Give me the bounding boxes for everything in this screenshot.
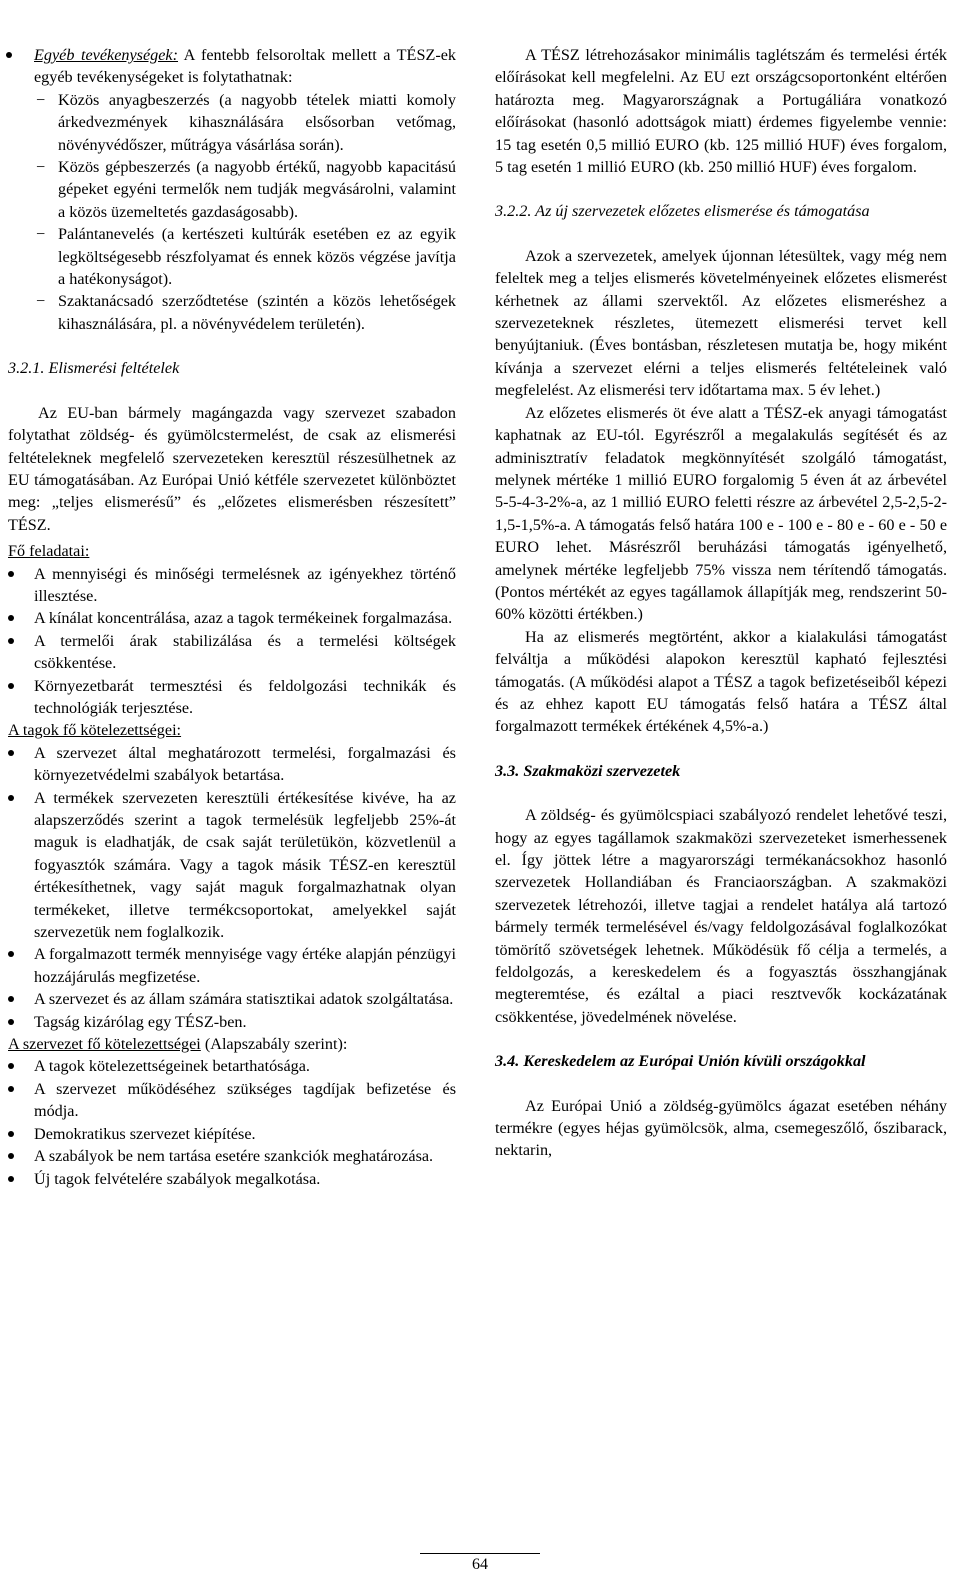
section-heading-322: 3.2.2. Az új szervezetek előzetes elismerése és támogatása	[495, 202, 870, 221]
list-item: A szervezet által meghatározott termelési, forgalmazási és környezetvédelmi szabályok betartása.	[34, 743, 456, 785]
paragraph-minimum-requirements: A TÉSZ létrehozásakor minimális taglétszám és termelési érték előírásokat kell megfelelni. Az EU ezt országcsoportonként eltérően határozta meg. Magyarországnak a Portugáliára vonatkozó előírásokat (hasonló adottságok miatt) érdemes figyelembe vennie: 15 tag esetén 0,5 millió EURO (kb. 125 millió HUF) éves forgalom, 5 tag esetén 1 millió EURO (kb. 250 millió HUF) éves forgalom.	[495, 46, 947, 177]
paragraph-trade: Az Európai Unió a zöldség-gyümölcs ágazat esetében néhány termékre (egyes héjas gyümölcsök, alma, csemegeszőlő, őszibarack, nektarin,	[495, 1096, 947, 1160]
section-heading-33: 3.3. Szakmaközi szervezetek	[495, 761, 681, 780]
paragraph-operating-funds: Ha az elismerés megtörtént, akkor a kialakulási támogatást felváltja a működési alapokon keresztül kapható fejlesztési támogatás. (A működési alapot a TÉSZ a tagok befizetéseiből képezi és az ehhez kapott EU támogatás felső határa a TÉSZ által forgalmazott termékek értékének 4,5%-a.)	[495, 627, 947, 736]
list-item: A szervezet működéséhez szükséges tagdíjak befizetése és módja.	[34, 1079, 456, 1121]
org-obligations-heading: A szervezet fő kötelezettségei (Alapszabály szerint):	[8, 1035, 348, 1054]
member-obligations-list	[8, 742, 456, 1033]
list-item: A tagok kötelezettségeinek betarthatósága.	[34, 1057, 310, 1076]
list-item: Tagság kizárólag egy TÉSZ-ben.	[34, 1012, 247, 1031]
right-column	[495, 44, 947, 1162]
dash-icon: −	[36, 225, 46, 244]
list-item: A mennyiségi és minőségi termelésnek az igényekhez történő illesztése.	[34, 564, 456, 605]
intro-paragraph	[8, 44, 456, 89]
list-item: Demokratikus szervezet kiépítése.	[34, 1124, 256, 1143]
dash-icon: −	[36, 158, 46, 177]
dash-item: − Palántanevelés (a kertészeti kultúrák esetében ez az egyik legköltségesebb részfolyamat és ennek közös végzése javítja a hatékonyságot).	[36, 225, 456, 289]
list-item: A termelői árak stabilizálása és a termelési költségek csökkentése.	[34, 631, 456, 673]
paragraph-support: Az előzetes elismerés öt éve alatt a TÉSZ-ek anyagi támogatást kaphatnak az EU-tól. Egyrészről a megalakulás segítését és az adminisztratív feladatok megkönnyítését szolgáló támogatást, melynek mértéke 1 millió EURO forgalomig 5 éven át az árbevétel 5-5-4-3-2%-a, az 1 millió EURO feletti részre az árbevétel 2,5-2,5-2-1,5-1,5%-a. A támogatás felső határa 100 e - 100 e - 80 e - 60 e - 50 e EURO lehet. Másrészről beruházási támogatás igényelhető, amelynek mértéke legfeljebb 75% vissza nem térítendő támogatás. (Pontos mértékét az egyes tagállamok állapítják meg, rendszerint 50-60% közötti értékben.)	[495, 403, 947, 624]
list-item: A szabályok be nem tartása esetére szankciók meghatározása.	[34, 1147, 434, 1166]
dash-item: − Közös gépbeszerzés (a nagyobb értékű, nagyobb kapacitású gépeket egyéni termelők nem tudják megvásárolni, valamint a közös üzemeltetés gazdaságosabb).	[36, 158, 456, 221]
intro-text: A fentebb felsoroltak mellett a TÉSZ-ek egyéb tevékenységeket is folytathatnak:	[34, 46, 457, 87]
dash-icon: −	[36, 292, 46, 311]
main-tasks-heading: Fő feladatai:	[8, 542, 90, 561]
dash-list	[8, 89, 456, 335]
section-paragraph: Az EU-ban bármely magángazda vagy szervezet szabadon folytathat zöldség- és gyümölcstermelést, de csak az elismerési feltételeknek megfelelő szervezeteken keresztül részesülhetnek az EU támogatásában. Az Európai Unió kétféle szervezetet különböztet meg: „teljes elismerésű” és „előzetes elismerésben részesített” TÉSZ.	[8, 403, 456, 534]
list-item: A termékek szervezeten keresztüli értékesítése kivéve, ha az alapszerződés szerint a tagok termelésük legfeljebb 25%-át maguk is eladhatják, de csak saját területükön, közvetlenül a fogyasztók számára. Vagy a tagok másik TÉSZ-en keresztül értékesíthetnek, vagy saját maguk forgalmazhatnak olyan termékeket, illetve termékcsoportokat, amelyekkel saját szervezetük nem foglalkozik.	[34, 788, 456, 942]
member-obligations-heading: A tagok fő kötelezettségei:	[8, 721, 182, 740]
dash-icon: −	[36, 90, 46, 109]
page-number: 64	[472, 1556, 488, 1573]
main-tasks-list	[8, 563, 456, 720]
footer-divider	[420, 1553, 540, 1554]
list-item: A szervezet és az állam számára statisztikai adatok szolgáltatása.	[34, 990, 454, 1009]
list-item: Új tagok felvételére szabályok megalkotása.	[34, 1169, 321, 1188]
dash-item: − Közös anyagbeszerzés (a nagyobb tételek miatti komoly árkedvezmények kihasználására elsősorban vetőmag, növényvédőszer, műtrágya vásárlása során).	[36, 90, 456, 154]
left-column	[8, 44, 456, 1190]
section-heading-34: 3.4. Kereskedelem az Európai Unión kívüli országokkal	[495, 1052, 866, 1071]
list-item: A forgalmazott termék mennyisége vagy értéke alapján pénzügyi hozzájárulás megfizetése.	[34, 945, 456, 986]
paragraph-interprofessional: A zöldség- és gyümölcspiaci szabályozó rendelet lehetővé teszi, hogy az egyes tagállamok szakmaközi szervezeteket ismerhessenek el. Így jöttek létre a magyarországi termékanácsokhoz hasonló szervezetek Hollandiában és Franciaországban. A szakmaközi szervezetek létrehozói, illetve tagjai a rendelet hatálya alá tartozó bármely termék termelésével és/vagy feldolgozásával foglalkozókat tömörítő szövetségek lehetnek. Működésük fő célja a termelés, a feldolgozás, a kereskedelem és a fogyasztás összhangjának megteremtése, és ezáltal a piaci resztvevők kockázatának csökkentése, jövedelmének növelése.	[495, 806, 947, 1026]
section-heading-321: 3.2.1. Elismerési feltételek	[8, 359, 180, 378]
org-obligations-list	[8, 1055, 456, 1189]
list-item: A kínálat koncentrálása, azaz a tagok termékeinek forgalmazása.	[34, 609, 453, 628]
intro-label: Egyéb tevékenységek:	[34, 46, 179, 64]
paragraph-preliminary-recognition: Azok a szervezetek, amelyek újonnan létesültek, vagy még nem feleltek meg a teljes elismerés követelményeinek előzetes elismerést kérhetnek az állami szervektől. Az előzetes elismeréshez a szervezeteknek részletes, ütemezett elismerési tervet kell benyújtaniuk. (Éves bontásban, részletesen mutatja be, hogy miként kívánja a szervezet elérni a teljes elismerés feltételeinek való megfelelést. Az elismerési terv időtartama max. 5 év lehet.)	[495, 246, 947, 400]
dash-item: − Szaktanácsadó szerződtetése (szintén a közös lehetőségek kihasználására, pl. a növényvédelem területén).	[36, 292, 456, 333]
list-item: Környezetbarát termesztési és feldolgozási technikák és technológiák terjesztése.	[34, 676, 456, 717]
